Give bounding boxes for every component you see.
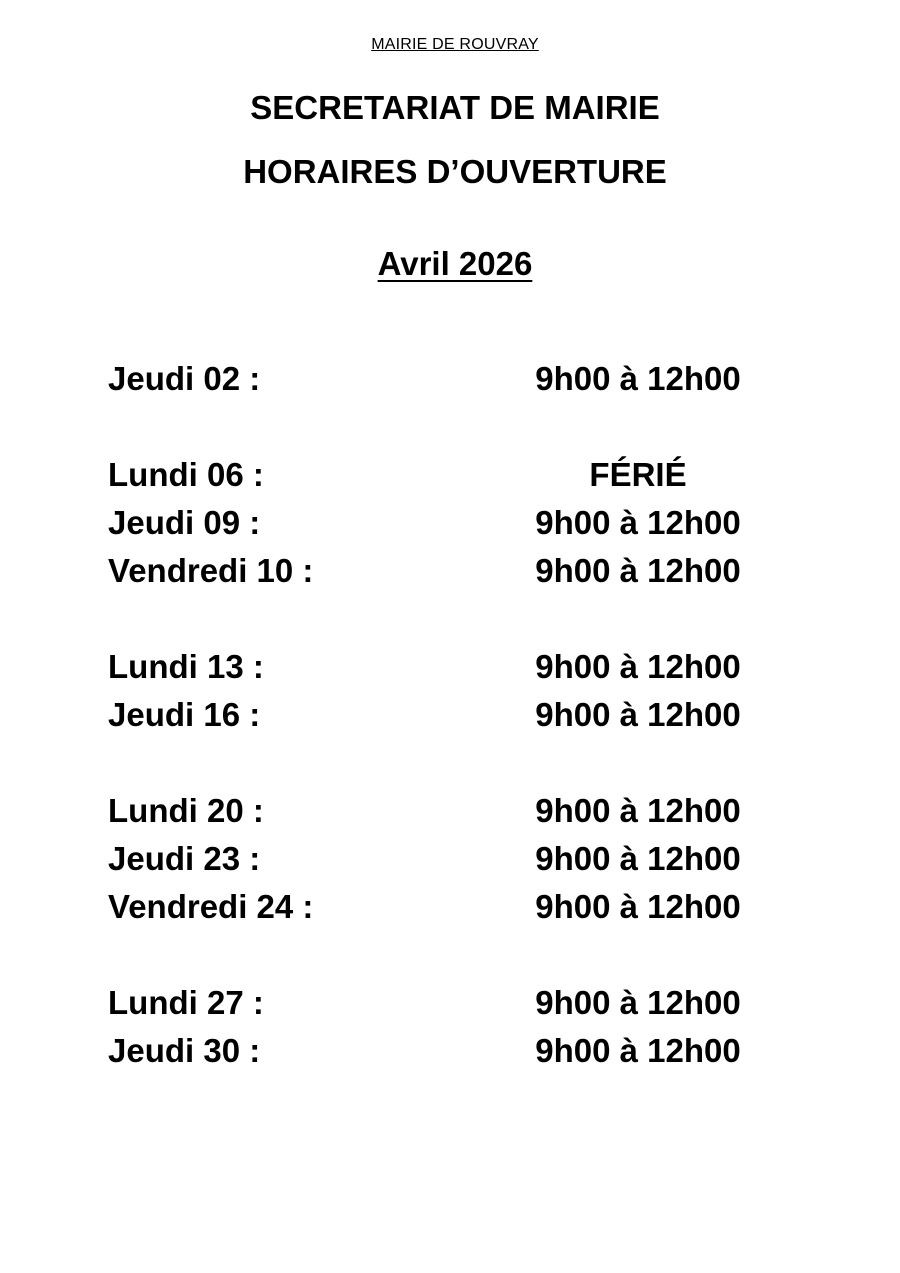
schedule-hours: 9h00 à 12h00 bbox=[535, 696, 741, 733]
schedule-day: Lundi 27 : bbox=[108, 984, 264, 1021]
schedule-row bbox=[108, 981, 808, 1029]
schedule-hours: 9h00 à 12h00 bbox=[535, 792, 741, 829]
schedule-row bbox=[108, 645, 808, 693]
schedule-row bbox=[108, 501, 808, 549]
schedule-row bbox=[108, 357, 808, 405]
schedule-day: Jeudi 02 : bbox=[108, 360, 261, 397]
schedule-row bbox=[108, 549, 808, 597]
schedule-day: Vendredi 24 : bbox=[108, 888, 314, 925]
schedule-hours: 9h00 à 12h00 bbox=[535, 648, 741, 685]
schedule-hours: 9h00 à 12h00 bbox=[535, 840, 741, 877]
schedule-day: Jeudi 16 : bbox=[108, 696, 261, 733]
schedule-hours: 9h00 à 12h00 bbox=[535, 1032, 741, 1069]
schedule-row bbox=[108, 453, 808, 501]
organization-name: MAIRIE DE ROUVRAY bbox=[371, 36, 539, 53]
schedule-day: Jeudi 09 : bbox=[108, 504, 261, 541]
schedule-day: Lundi 13 : bbox=[108, 648, 264, 685]
month-heading: Avril 2026 bbox=[377, 245, 533, 282]
schedule-hours: FÉRIÉ bbox=[589, 456, 687, 493]
schedule-day: Lundi 20 : bbox=[108, 792, 264, 829]
schedule-list bbox=[108, 357, 808, 1077]
schedule-hours: 9h00 à 12h00 bbox=[535, 504, 741, 541]
schedule-hours: 9h00 à 12h00 bbox=[535, 888, 741, 925]
schedule-day: Vendredi 10 : bbox=[108, 552, 314, 589]
schedule-row bbox=[108, 837, 808, 885]
schedule-row bbox=[108, 789, 808, 837]
schedule-row bbox=[108, 885, 808, 933]
schedule-day: Jeudi 23 : bbox=[108, 840, 261, 877]
schedule-row bbox=[108, 693, 808, 741]
schedule-row bbox=[108, 1029, 808, 1077]
document-subtitle: HORAIRES D’OUVERTURE bbox=[243, 153, 667, 190]
schedule-day: Lundi 06 : bbox=[108, 456, 264, 493]
schedule-hours: 9h00 à 12h00 bbox=[535, 360, 741, 397]
schedule-day: Jeudi 30 : bbox=[108, 1032, 261, 1069]
schedule-hours: 9h00 à 12h00 bbox=[535, 552, 741, 589]
schedule-hours: 9h00 à 12h00 bbox=[535, 984, 741, 1021]
document-title: SECRETARIAT DE MAIRIE bbox=[250, 89, 660, 126]
